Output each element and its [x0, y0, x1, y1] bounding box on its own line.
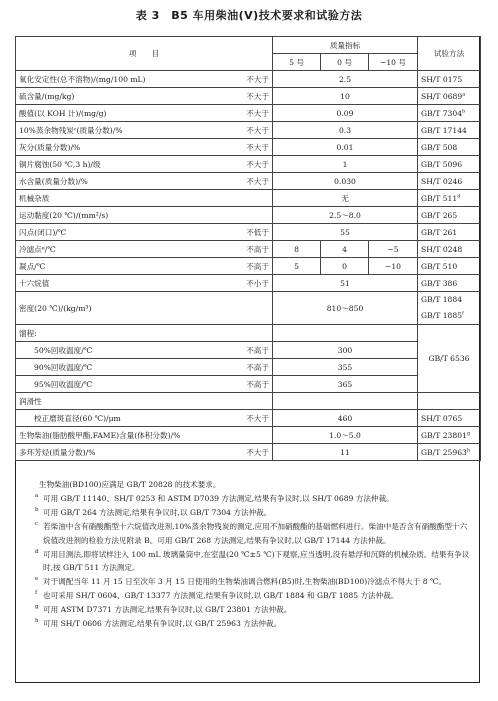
row-name: 氧化安定性(总不溶物)/(mg/100 mL) — [19, 74, 146, 84]
row-value: 4 — [321, 241, 369, 258]
row-method: GB/T 7304$^b$ — [418, 105, 481, 122]
table-row-cetane — [16, 275, 481, 292]
row-name: 95%回收温度/℃ — [34, 379, 93, 389]
row-value: 55 — [273, 224, 418, 241]
footnote-g: g 可用 ASTM D7371 方法测定,结果有争议时,以 GB/T 23801 方法仲裁。 — [35, 604, 292, 615]
row-name: 生物柴油(脂肪酸甲酯,FAME)含量(体积分数)/% — [16, 427, 273, 444]
row-value: 460 — [273, 410, 418, 427]
row-limit: 不大于 — [246, 125, 269, 135]
table-row-density — [16, 292, 481, 325]
row-name: 凝点/℃ — [19, 261, 46, 271]
row-limit: 不大于 — [246, 142, 269, 152]
row-limit: 不低于 — [246, 227, 269, 237]
footnote-h: h 可用 SH/T 0606 方法测定,结果有争议时,以 GB/T 25963 方法仲裁。 — [35, 618, 282, 629]
header-item: 项 目 — [16, 37, 273, 71]
row-name: 闪点(闭口)/℃ — [19, 227, 67, 237]
row-limit: 不大于 — [246, 91, 269, 101]
footnote-f: f 也可采用 SH/T 0604、GB/T 13377 方法测定,结果有争议时,以 GB/T 1884 和 GB/T 1885 方法仲裁。 — [35, 590, 399, 601]
row-name: 酸值(以 KOH 计)/(mg/g) — [19, 108, 107, 118]
row-name: 硫含量/(mg/kg) — [19, 91, 75, 101]
table-row — [16, 173, 481, 190]
table-row — [16, 105, 481, 122]
table-row — [16, 224, 481, 241]
row-limit: 不大于 — [246, 413, 269, 423]
table-row — [16, 139, 481, 156]
table-row-lube — [16, 410, 481, 427]
row-limit: 不大于 — [246, 108, 269, 118]
header-method: 试验方法 — [418, 37, 481, 71]
row-value: 0.09 — [273, 105, 418, 122]
footnote-e: e 对于调配当年 11 月 15 日至次年 3 月 15 日使用的生物柴油调合燃料(B5)时,生物柴油(BD100)冷滤点不得大于 8 ℃。 — [35, 576, 447, 587]
row-method: GB/T 511$^d$ — [418, 190, 481, 207]
table-row — [16, 71, 481, 88]
table-row-pah — [16, 444, 481, 461]
footnote-b: b 可用 GB/T 264 方法测定,结果有争议时,以 GB/T 7304 方法仲裁。 — [35, 506, 272, 517]
row-limit: 不高于 — [246, 244, 269, 254]
row-method: GB/T 1884 GB/T 1885$^f$ — [418, 292, 481, 325]
table-row-distill-50 — [16, 342, 481, 359]
row-value: 0 — [321, 258, 369, 275]
row-value: 8 — [273, 241, 321, 258]
row-value: 无 — [273, 190, 418, 207]
table-footnotes — [15, 478, 480, 631]
row-limit: 不大于 — [246, 176, 269, 186]
grade-minus10: −10 号 — [369, 54, 418, 71]
row-limit: 不高于 — [246, 345, 269, 355]
row-value: 51 — [273, 275, 418, 292]
row-name: 50%回收温度/℃ — [34, 345, 93, 355]
footnote-d: d 可用目测法,即将试样注入 100 mL 玻璃量筒中,在室温(20 ℃±5 ℃)下观察,应当透明,没有悬浮和沉降的机械杂质。结果有争议时,按 GB/T 511 方法测定。 — [35, 548, 470, 573]
row-method: GB/T 5096 — [418, 156, 481, 173]
table-row-distill-95 — [16, 376, 481, 393]
table-row-distill-90 — [16, 359, 481, 376]
row-value: 2.5～8.0 — [273, 207, 418, 224]
grade-0: 0 号 — [321, 54, 369, 71]
row-method: GB/T 25963$^h$ — [418, 444, 481, 461]
row-method: GB/T 261 — [418, 224, 481, 241]
table-row-pour — [16, 258, 481, 275]
table-row — [16, 122, 481, 139]
row-method: GB/T 6536 — [418, 325, 481, 393]
row-name: 10%蒸余物残炭ᶜ(质量分数)/% — [19, 125, 123, 135]
row-limit: 不高于 — [246, 362, 269, 372]
row-name: 密度(20 ℃)/(kg/m³) — [16, 292, 273, 325]
row-value: 365 — [273, 376, 418, 393]
header-row — [16, 37, 481, 54]
row-limit: 不高于 — [246, 379, 269, 389]
row-method: SH/T 0765 — [418, 410, 481, 427]
row-value: 300 — [273, 342, 418, 359]
row-limit: 不小于 — [246, 278, 269, 288]
footnote-a: a 可用 GB/T 11140、SH/T 0253 和 ASTM D7039 方法测定,结果有争议时,以 SH/T 0689 方法仲裁。 — [35, 492, 394, 503]
row-limit: 不高于 — [246, 261, 269, 271]
row-value: 1 — [273, 156, 418, 173]
row-method: SH/T 0175 — [418, 71, 481, 88]
row-name: 润滑性 — [16, 393, 273, 410]
row-value: 10 — [273, 88, 418, 105]
row-value: −5 — [369, 241, 418, 258]
table-title: 表 3 B5 车用柴油(Ⅴ)技术要求和试验方法 — [135, 9, 363, 22]
row-name: 校正磨斑直径(60 ℃)/μm — [34, 413, 121, 423]
row-name: 冷滤点ᵉ/℃ — [19, 244, 56, 254]
table-row — [16, 190, 481, 207]
row-method: GB/T 510 — [418, 258, 481, 275]
row-limit: 不大于 — [246, 447, 269, 457]
row-method: GB/T 508 — [418, 139, 481, 156]
table-row — [16, 207, 481, 224]
table-row-lube-head — [16, 393, 481, 410]
row-value: 355 — [273, 359, 418, 376]
row-method: GB/T 265 — [418, 207, 481, 224]
row-value: −10 — [369, 258, 418, 275]
row-value: 2.5 — [273, 71, 418, 88]
row-name: 灰分(质量分数)/% — [19, 142, 81, 152]
row-method: SH/T 0689$^a$ — [418, 88, 481, 105]
row-name: 运动黏度(20 ℃)/(mm²/s) — [19, 210, 109, 220]
row-name: 馏程: — [16, 325, 273, 342]
row-value: 0.01 — [273, 139, 418, 156]
table-row-fame — [16, 427, 481, 444]
row-method: GB/T 17144 — [418, 122, 481, 139]
row-name: 十六烷值 — [19, 278, 50, 288]
spec-table — [15, 36, 481, 461]
row-value: 1.0～5.0 — [273, 427, 418, 444]
table-row — [16, 88, 481, 105]
footnote-intro: 生物柴油(BD100)应满足 GB/T 20828 的技术要求。 — [39, 480, 221, 489]
row-name: 水含量(质量分数)/% — [19, 176, 88, 186]
row-method: GB/T 23801$^g$ — [418, 427, 481, 444]
row-name: 90%回收温度/℃ — [34, 362, 93, 372]
row-value: 0.3 — [273, 122, 418, 139]
row-method: GB/T 386 — [418, 275, 481, 292]
row-name: 机械杂质 — [19, 193, 50, 203]
table-row-cfpp — [16, 241, 481, 258]
table-row — [16, 156, 481, 173]
row-method: SH/T 0248 — [418, 241, 481, 258]
header-quality: 质量指标 — [273, 37, 418, 54]
row-limit: 不大于 — [246, 74, 269, 84]
row-name: 多环芳烃(质量分数)/% — [19, 447, 96, 457]
row-value: 810～850 — [273, 292, 418, 325]
table-row-distill-head — [16, 325, 481, 342]
footnote-c: c 若柴油中含有硝酸酯型十六烷值改进剂,10%蒸余物残炭的测定,应用不加硝酸酯的基础燃料进行。柴油中是否含有硝酸酯型十六烷值改进剂的检验方法见附录 B。可用 GB/T 268 方法测定,结果有争议时,以 GB/T 17144 方法仲裁。 — [35, 520, 468, 545]
row-value: 0.030 — [273, 173, 418, 190]
row-value: 11 — [273, 444, 418, 461]
row-limit: 不大于 — [246, 159, 269, 169]
grade-5: 5 号 — [273, 54, 321, 71]
row-name: 铜片腐蚀(50 ℃,3 h)/级 — [19, 159, 101, 169]
row-method: SH/T 0246 — [418, 173, 481, 190]
row-value: 5 — [273, 258, 321, 275]
